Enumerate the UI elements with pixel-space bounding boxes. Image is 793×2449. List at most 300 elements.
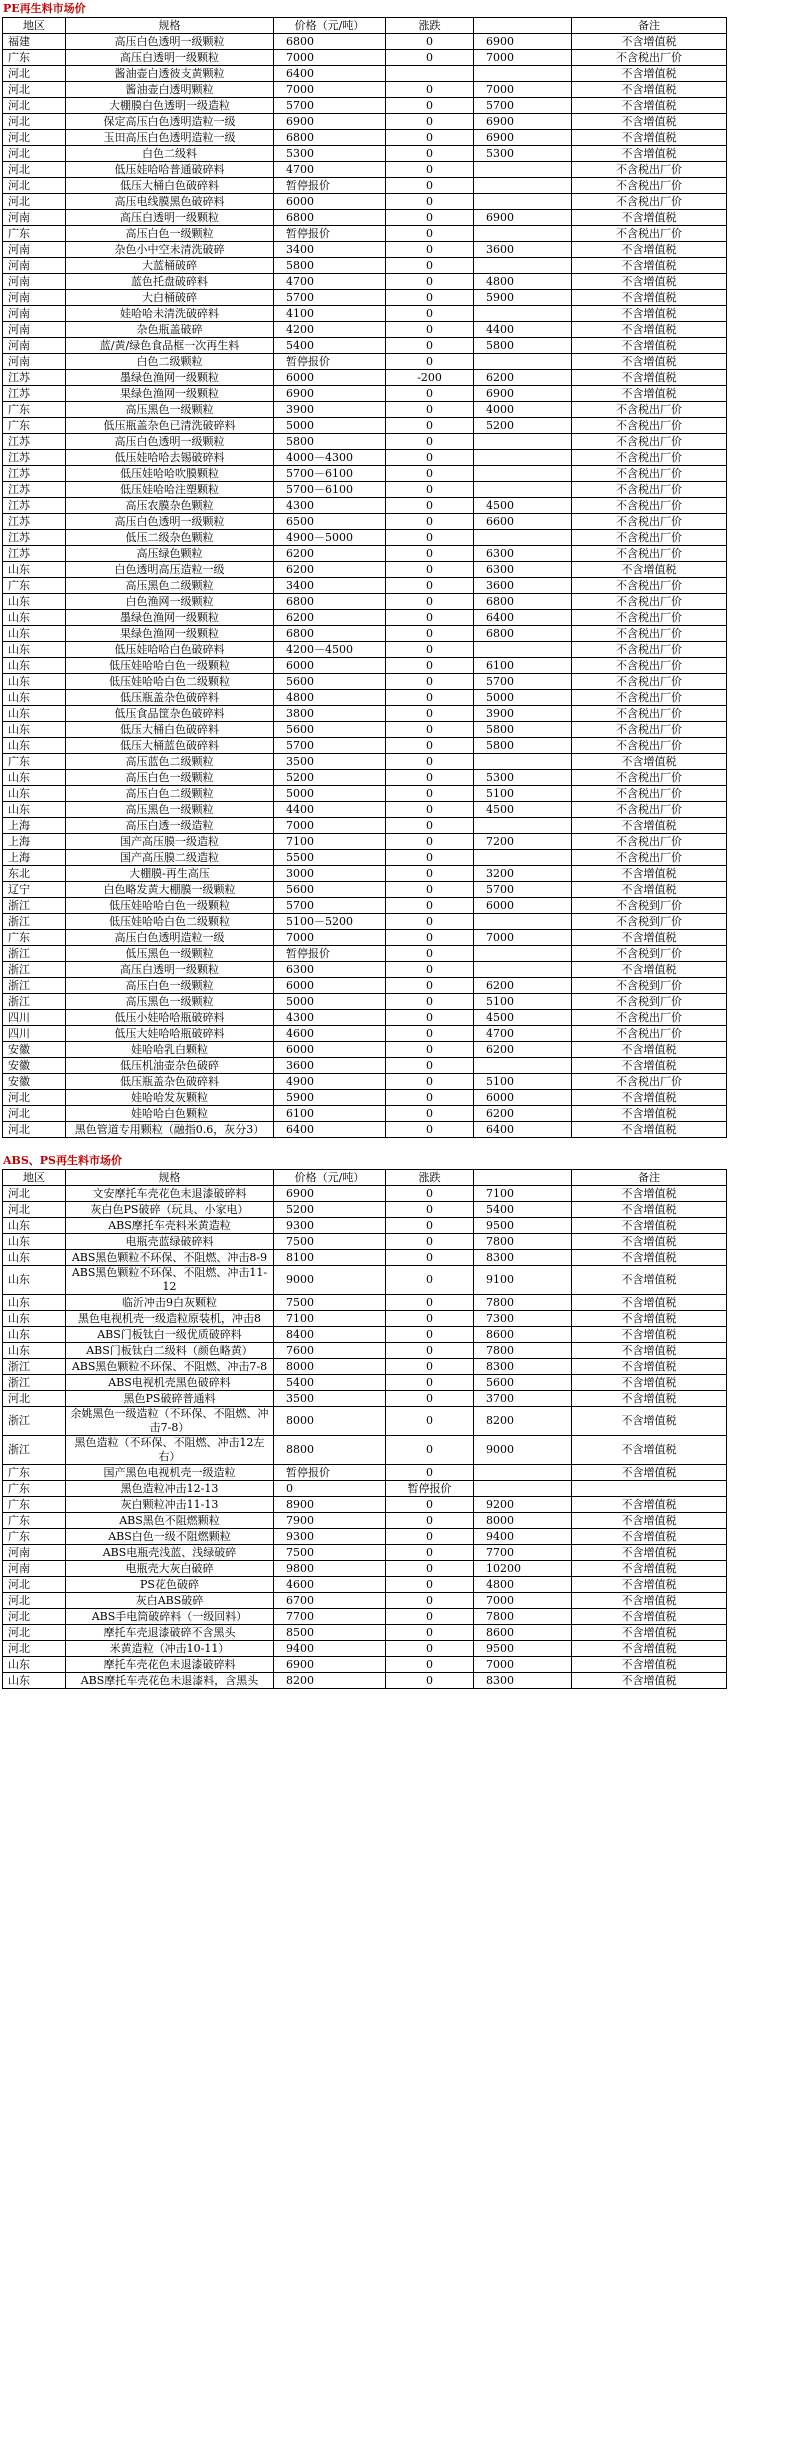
cell-change: 0: [386, 898, 474, 914]
cell-other: 7800: [474, 1295, 572, 1311]
cell-note: 不含税出厂价: [572, 674, 727, 690]
cell-other: 3600: [474, 578, 572, 594]
cell-price: 5700: [274, 898, 386, 914]
cell-note: 不含税出厂价: [572, 514, 727, 530]
cell-price: 4200－4500: [274, 642, 386, 658]
cell-note: 不含增值税: [572, 930, 727, 946]
cell-other: 7000: [474, 1657, 572, 1673]
cell-region: 河南: [3, 1561, 66, 1577]
table-row: [3, 1609, 727, 1625]
cell-spec: 低压娃哈哈去锡破碎料: [66, 450, 274, 466]
cell-change: 0: [386, 1436, 474, 1465]
cell-spec: ABS黑色颗粒不环保、不阻燃、冲击11-12: [66, 1266, 274, 1295]
cell-region: 河北: [3, 162, 66, 178]
cell-price: 3400: [274, 578, 386, 594]
cell-spec: 黑色造粒冲击12-13: [66, 1481, 274, 1497]
cell-other: 6600: [474, 514, 572, 530]
abs-ps-section: [0, 1152, 793, 1689]
cell-price: 8900: [274, 1497, 386, 1513]
cell-region: 河北: [3, 1641, 66, 1657]
cell-price: 4300: [274, 1010, 386, 1026]
cell-price: 5200: [274, 1202, 386, 1218]
cell-spec: 娃哈哈乳白颗粒: [66, 1042, 274, 1058]
cell-note: 不含税出厂价: [572, 610, 727, 626]
cell-region: 福建: [3, 34, 66, 50]
cell-note: 不含增值税: [572, 354, 727, 370]
cell-region: 山东: [3, 642, 66, 658]
cell-note: 不含税出厂价: [572, 770, 727, 786]
cell-price: 暂停报价: [274, 946, 386, 962]
cell-note: 不含增值税: [572, 1436, 727, 1465]
cell-change: 0: [386, 258, 474, 274]
table-row: [3, 866, 727, 882]
table-row: [3, 514, 727, 530]
cell-price: 4600: [274, 1577, 386, 1593]
cell-other: [474, 914, 572, 930]
table-row: [3, 626, 727, 642]
cell-region: 河北: [3, 114, 66, 130]
cell-change: 0: [386, 930, 474, 946]
cell-note: 不含增值税: [572, 82, 727, 98]
cell-spec: 摩托车壳退漆破碎不含黑头: [66, 1625, 274, 1641]
table-row: [3, 1218, 727, 1234]
table-row: [3, 786, 727, 802]
cell-region: 河北: [3, 1609, 66, 1625]
cell-region: 山东: [3, 1311, 66, 1327]
cell-note: 不含增值税: [572, 754, 727, 770]
cell-price: 6800: [274, 626, 386, 642]
cell-change: 0: [386, 338, 474, 354]
cell-note: 不含税到厂价: [572, 914, 727, 930]
cell-other: 7300: [474, 1311, 572, 1327]
cell-other: 4000: [474, 402, 572, 418]
table-row: [3, 930, 727, 946]
cell-region: 安徽: [3, 1074, 66, 1090]
cell-spec: 黑色管道专用颗粒（融指0.6，灰分3）: [66, 1122, 274, 1138]
cell-other: 3200: [474, 866, 572, 882]
cell-price: 7500: [274, 1295, 386, 1311]
abs-ps-section-title: ABS、PS再生料市场价: [3, 1154, 122, 1167]
cell-spec: 低压瓶盖杂色破碎料: [66, 690, 274, 706]
cell-spec: ABS白色一级不阻燃颗粒: [66, 1529, 274, 1545]
cell-region: 山东: [3, 610, 66, 626]
table-row: [3, 642, 727, 658]
cell-note: 不含增值税: [572, 258, 727, 274]
cell-change: 0: [386, 1673, 474, 1689]
cell-change: 0: [386, 418, 474, 434]
cell-note: 不含增值税: [572, 1042, 727, 1058]
cell-change: 0: [386, 82, 474, 98]
cell-spec: ABS门板钛白二级料（颜色略黄）: [66, 1343, 274, 1359]
table-row: [3, 1673, 727, 1689]
cell-region: 山东: [3, 674, 66, 690]
table-row: [3, 1359, 727, 1375]
table-row: [3, 130, 727, 146]
cell-other: [474, 466, 572, 482]
cell-price: 6700: [274, 1593, 386, 1609]
cell-price: 6000: [274, 658, 386, 674]
cell-region: 浙江: [3, 1359, 66, 1375]
cell-note: 不含增值税: [572, 882, 727, 898]
cell-change: 0: [386, 450, 474, 466]
cell-note: 不含增值税: [572, 146, 727, 162]
table-row: [3, 98, 727, 114]
table-row: [3, 1561, 727, 1577]
cell-price: 6000: [274, 978, 386, 994]
cell-change: 0: [386, 802, 474, 818]
cell-other: 6200: [474, 1106, 572, 1122]
cell-price: 5000: [274, 994, 386, 1010]
cell-other: 5600: [474, 1375, 572, 1391]
cell-price: 6200: [274, 610, 386, 626]
table-row: [3, 274, 727, 290]
cell-price: 5700－6100: [274, 466, 386, 482]
cell-spec: PS花色破碎: [66, 1577, 274, 1593]
cell-note: 不含税到厂价: [572, 898, 727, 914]
cell-region: 河南: [3, 274, 66, 290]
cell-region: 山东: [3, 562, 66, 578]
cell-region: 浙江: [3, 1436, 66, 1465]
cell-note: 不含增值税: [572, 1218, 727, 1234]
cell-other: 9000: [474, 1436, 572, 1465]
cell-other: [474, 162, 572, 178]
cell-other: [474, 66, 572, 82]
cell-price: 6800: [274, 594, 386, 610]
cell-change: 0: [386, 242, 474, 258]
cell-price: 5800: [274, 434, 386, 450]
cell-spec: 高压黑色一级颗粒: [66, 802, 274, 818]
cell-price: 7000: [274, 930, 386, 946]
cell-other: [474, 754, 572, 770]
cell-spec: 酱油壶白透彼支黄颗粒: [66, 66, 274, 82]
cell-price: 5100－5200: [274, 914, 386, 930]
cell-note: [572, 1481, 727, 1497]
cell-region: 山东: [3, 1234, 66, 1250]
cell-spec: 大棚膜-再生高压: [66, 866, 274, 882]
cell-change: 0: [386, 1513, 474, 1529]
cell-other: [474, 482, 572, 498]
cell-region: 河北: [3, 1122, 66, 1138]
cell-change: 0: [386, 1641, 474, 1657]
cell-other: 7800: [474, 1609, 572, 1625]
cell-spec: 保定高压白色透明造粒一级: [66, 114, 274, 130]
table-row: [3, 114, 727, 130]
cell-price: 6200: [274, 546, 386, 562]
cell-note: 不含增值税: [572, 1657, 727, 1673]
pe-section: [0, 0, 793, 1138]
cell-price: 暂停报价: [274, 178, 386, 194]
table-row: [3, 434, 727, 450]
cell-other: 6900: [474, 114, 572, 130]
cell-other: 6100: [474, 658, 572, 674]
table-row: [3, 1625, 727, 1641]
cell-note: 不含增值税: [572, 1407, 727, 1436]
cell-note: 不含增值税: [572, 242, 727, 258]
cell-other: 6300: [474, 546, 572, 562]
cell-change: 0: [386, 178, 474, 194]
cell-spec: 低压娃哈哈白色破碎料: [66, 642, 274, 658]
cell-change: 0: [386, 706, 474, 722]
table-row: [3, 994, 727, 1010]
cell-other: 6900: [474, 34, 572, 50]
cell-change: 0: [386, 738, 474, 754]
cell-change: 0: [386, 642, 474, 658]
cell-note: 不含税出厂价: [572, 546, 727, 562]
cell-other: 6900: [474, 130, 572, 146]
cell-change: 0: [386, 194, 474, 210]
cell-region: 浙江: [3, 946, 66, 962]
table-row: [3, 658, 727, 674]
cell-change: 0: [386, 674, 474, 690]
cell-region: 山东: [3, 1657, 66, 1673]
header-price: 价格（元/吨）: [274, 18, 386, 34]
cell-region: 广东: [3, 1529, 66, 1545]
table-row: [3, 82, 727, 98]
cell-spec: 高压白透明一级颗粒: [66, 210, 274, 226]
cell-change: -200: [386, 370, 474, 386]
cell-price: 5500: [274, 850, 386, 866]
cell-spec: 大蓝桶破碎: [66, 258, 274, 274]
cell-note: 不含增值税: [572, 1202, 727, 1218]
cell-price: 4600: [274, 1026, 386, 1042]
cell-other: 5800: [474, 338, 572, 354]
cell-region: 河北: [3, 1106, 66, 1122]
header-price: 价格（元/吨）: [274, 1170, 386, 1186]
cell-spec: 灰白色PS破碎（玩具、小家电）: [66, 1202, 274, 1218]
cell-spec: 酱油壶白透明颗粒: [66, 82, 274, 98]
table-row: [3, 34, 727, 50]
cell-spec: 黑色造粒（不环保、不阻燃、冲击12左右）: [66, 1436, 274, 1465]
cell-region: 广东: [3, 754, 66, 770]
cell-spec: 蓝色托盘破碎料: [66, 274, 274, 290]
cell-other: 8300: [474, 1359, 572, 1375]
cell-other: 6800: [474, 594, 572, 610]
cell-other: 8000: [474, 1513, 572, 1529]
cell-region: 浙江: [3, 994, 66, 1010]
cell-note: 不含税到厂价: [572, 946, 727, 962]
table-row: [3, 946, 727, 962]
cell-spec: 低压娃哈哈白色一级颗粒: [66, 658, 274, 674]
cell-region: 江苏: [3, 482, 66, 498]
cell-price: 4800: [274, 690, 386, 706]
cell-other: 5700: [474, 882, 572, 898]
cell-change: 0: [386, 114, 474, 130]
cell-note: 不含税出厂价: [572, 578, 727, 594]
cell-spec: ABS电瓶壳浅蓝、浅绿破碎: [66, 1545, 274, 1561]
cell-other: [474, 258, 572, 274]
cell-other: [474, 306, 572, 322]
cell-region: 安徽: [3, 1058, 66, 1074]
table-row: [3, 674, 727, 690]
cell-spec: 果绿色渔网一级颗粒: [66, 626, 274, 642]
table-row: [3, 530, 727, 546]
table-row: [3, 898, 727, 914]
cell-region: 山东: [3, 690, 66, 706]
cell-spec: 高压电线膜黑色破碎料: [66, 194, 274, 210]
cell-spec: ABS电视机壳黑色破碎料: [66, 1375, 274, 1391]
cell-price: 8100: [274, 1250, 386, 1266]
table-row: [3, 1641, 727, 1657]
cell-spec: 低压二级杂色颗粒: [66, 530, 274, 546]
table-row: [3, 450, 727, 466]
abs-ps-header-row: [3, 1170, 727, 1186]
cell-note: 不含增值税: [572, 114, 727, 130]
cell-spec: 大白桶破碎: [66, 290, 274, 306]
cell-change: 0: [386, 290, 474, 306]
cell-price: 5600: [274, 722, 386, 738]
cell-price: 3500: [274, 1391, 386, 1407]
cell-region: 东北: [3, 866, 66, 882]
table-row: [3, 1106, 727, 1122]
cell-other: 4800: [474, 1577, 572, 1593]
cell-region: 浙江: [3, 978, 66, 994]
cell-spec: 高压黑色二级颗粒: [66, 578, 274, 594]
cell-other: 5900: [474, 290, 572, 306]
cell-price: 6100: [274, 1106, 386, 1122]
cell-change: 0: [386, 850, 474, 866]
cell-change: 0: [386, 834, 474, 850]
cell-change: 0: [386, 498, 474, 514]
cell-spec: 低压食品筐杂色破碎料: [66, 706, 274, 722]
cell-change: 0: [386, 770, 474, 786]
cell-region: 河北: [3, 130, 66, 146]
cell-region: 山东: [3, 658, 66, 674]
cell-other: [474, 530, 572, 546]
cell-note: 不含增值税: [572, 1625, 727, 1641]
cell-price: 6000: [274, 194, 386, 210]
table-row: [3, 1327, 727, 1343]
cell-spec: 文安摩托车壳花色未退漆破碎料: [66, 1186, 274, 1202]
cell-spec: 低压小娃哈哈瓶破碎料: [66, 1010, 274, 1026]
header-change: 涨跌: [386, 18, 474, 34]
cell-note: 不含增值税: [572, 1311, 727, 1327]
cell-price: 7000: [274, 818, 386, 834]
cell-price: 8200: [274, 1673, 386, 1689]
cell-note: 不含增值税: [572, 1545, 727, 1561]
cell-other: 7000: [474, 50, 572, 66]
cell-price: 6900: [274, 1186, 386, 1202]
cell-spec: 低压娃哈哈注塑颗粒: [66, 482, 274, 498]
cell-spec: 国产黑色电视机壳一级造粒: [66, 1465, 274, 1481]
cell-note: 不含税出厂价: [572, 594, 727, 610]
cell-spec: 墨绿色渔网一级颗粒: [66, 610, 274, 626]
cell-price: 5600: [274, 674, 386, 690]
cell-change: 暂停报价: [386, 1481, 474, 1497]
cell-price: 6900: [274, 386, 386, 402]
cell-region: 广东: [3, 50, 66, 66]
cell-region: 江苏: [3, 370, 66, 386]
cell-price: 0: [274, 1481, 386, 1497]
table-row: [3, 978, 727, 994]
cell-change: 0: [386, 1375, 474, 1391]
cell-region: 河北: [3, 178, 66, 194]
table-row: [3, 194, 727, 210]
table-row: [3, 770, 727, 786]
cell-region: 山东: [3, 722, 66, 738]
cell-price: 暂停报价: [274, 226, 386, 242]
cell-region: 山东: [3, 706, 66, 722]
cell-change: 0: [386, 962, 474, 978]
cell-other: [474, 1481, 572, 1497]
cell-change: 0: [386, 594, 474, 610]
header-note: 备注: [572, 18, 727, 34]
cell-spec: 白色二级颗粒: [66, 354, 274, 370]
cell-region: 广东: [3, 1481, 66, 1497]
cell-change: 0: [386, 658, 474, 674]
cell-note: 不含税出厂价: [572, 530, 727, 546]
cell-price: 6200: [274, 562, 386, 578]
abs-ps-price-table: [2, 1169, 727, 1689]
cell-price: 6500: [274, 514, 386, 530]
cell-change: 0: [386, 1122, 474, 1138]
cell-note: 不含税出厂价: [572, 194, 727, 210]
cell-other: 4400: [474, 322, 572, 338]
cell-other: 6900: [474, 386, 572, 402]
cell-other: 9500: [474, 1641, 572, 1657]
cell-change: 0: [386, 1407, 474, 1436]
cell-price: 6400: [274, 66, 386, 82]
cell-price: 6900: [274, 114, 386, 130]
table-row: [3, 706, 727, 722]
cell-spec: 高压黑色一级颗粒: [66, 402, 274, 418]
table-row: [3, 834, 727, 850]
cell-spec: 娃哈哈发灰颗粒: [66, 1090, 274, 1106]
cell-note: 不含增值税: [572, 1122, 727, 1138]
cell-region: 山东: [3, 1266, 66, 1295]
cell-region: 四川: [3, 1010, 66, 1026]
cell-spec: 低压瓶盖杂色破碎料: [66, 1074, 274, 1090]
cell-region: 广东: [3, 1497, 66, 1513]
table-row: [3, 1042, 727, 1058]
cell-spec: 电瓶壳蓝绿破碎料: [66, 1234, 274, 1250]
cell-region: 江苏: [3, 530, 66, 546]
cell-region: 江苏: [3, 498, 66, 514]
cell-region: 江苏: [3, 466, 66, 482]
cell-change: 0: [386, 146, 474, 162]
cell-note: 不含增值税: [572, 1058, 727, 1074]
table-row: [3, 1577, 727, 1593]
cell-other: [474, 946, 572, 962]
cell-spec: 灰白ABS破碎: [66, 1593, 274, 1609]
cell-change: 0: [386, 1186, 474, 1202]
header-change: 涨跌: [386, 1170, 474, 1186]
cell-price: 7500: [274, 1545, 386, 1561]
cell-price: 7900: [274, 1513, 386, 1529]
cell-other: 7000: [474, 82, 572, 98]
cell-spec: 高压白透一级造粒: [66, 818, 274, 834]
cell-other: 7800: [474, 1343, 572, 1359]
cell-other: 5700: [474, 98, 572, 114]
cell-change: 0: [386, 530, 474, 546]
cell-other: [474, 818, 572, 834]
cell-region: 河北: [3, 1186, 66, 1202]
cell-change: 0: [386, 402, 474, 418]
cell-note: 不含增值税: [572, 130, 727, 146]
cell-change: 0: [386, 514, 474, 530]
cell-other: 5100: [474, 786, 572, 802]
cell-region: 广东: [3, 930, 66, 946]
cell-note: 不含增值税: [572, 1561, 727, 1577]
table-row: [3, 322, 727, 338]
table-row: [3, 178, 727, 194]
table-row: [3, 1074, 727, 1090]
cell-change: 0: [386, 1529, 474, 1545]
cell-spec: 高压白透明一级颗粒: [66, 50, 274, 66]
table-row: [3, 610, 727, 626]
cell-change: 0: [386, 322, 474, 338]
cell-price: 暂停报价: [274, 1465, 386, 1481]
cell-change: 0: [386, 1359, 474, 1375]
